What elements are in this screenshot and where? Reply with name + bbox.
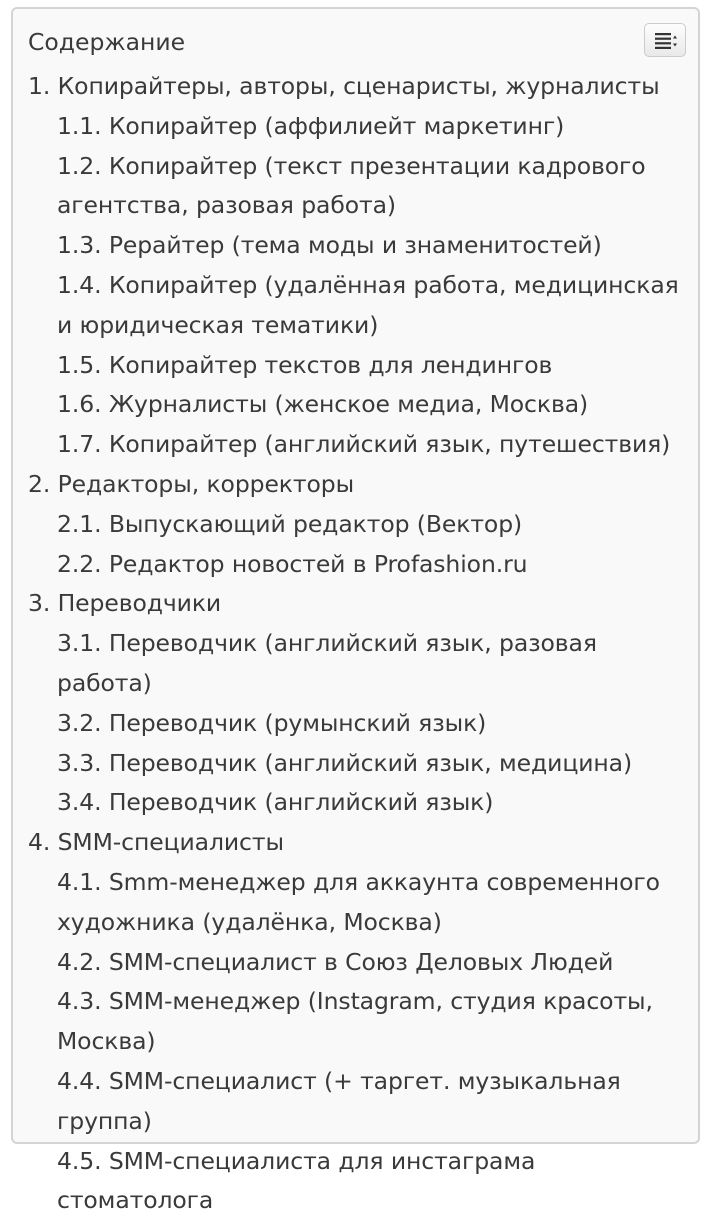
toc-title: Содержание [28,28,186,56]
toc-link-section-3[interactable]: 3. Переводчики [28,589,222,618]
toc-link-4-3[interactable]: 4.3. SMM-менеджер (Instagram, студия красоты, Москва) [57,987,653,1056]
toc-link-1-6[interactable]: 1.6. Журналисты (женское медиа, Москва) [57,390,589,419]
toc-link-1-1[interactable]: 1.1. Копирайтер (аффилиейт маркетинг) [57,111,565,140]
toc-toggle-button[interactable] [644,23,686,57]
toc-section [13,823,698,1221]
toc-section [13,67,698,465]
toc-link-3-1[interactable]: 3.1. Переводчик (английский язык, разовая работа) [57,629,597,697]
table-of-contents [11,7,700,1215]
toc-link-1-2[interactable]: 1.2. Копирайтер (текст презентации кадрового агентства, разовая работа) [57,151,646,220]
toc-link-1-5[interactable]: 1.5. Копирайтер текстов для лендингов [57,350,553,379]
toc-link-1-3[interactable]: 1.3. Рерайтер (тема моды и знаменитостей) [57,231,602,260]
toc-link-section-1[interactable]: 1. Копирайтеры, авторы, сценаристы, журналисты [28,72,660,100]
toc-link-section-4[interactable]: 4. SMM-специалисты [28,828,284,857]
toc-section [13,465,698,584]
toc-link-3-4[interactable]: 3.4. Переводчик (английский язык) [57,788,494,817]
toc-link-4-1[interactable]: 4.1. Smm-менеджер для аккаунта современного художника (удалёнка, Москва) [57,867,660,936]
toc-link-4-2[interactable]: 4.2. SMM-специалист в Союз Деловых Людей [57,947,614,976]
toc-link-4-5[interactable]: 4.5. SMM-специалиста для инстаграма стоматолога [57,1146,536,1215]
toc-link-1-4[interactable]: 1.4. Копирайтер (удалённая работа, медицинская и юридическая тематики) [57,270,679,339]
toc-section [13,584,698,823]
toc-link-section-2[interactable]: 2. Редакторы, корректоры [28,469,355,498]
toc-link-3-2[interactable]: 3.2. Переводчик (румынский язык) [57,708,487,737]
toc-link-4-4[interactable]: 4.4. SMM-специалист (+ таргет. музыкальная группа) [57,1066,621,1135]
toc-link-1-7[interactable]: 1.7. Копирайтер (английский язык, путешествия) [57,430,671,459]
toc-link-3-3[interactable]: 3.3. Переводчик (английский язык, медицина) [57,748,633,777]
toc-link-2-2[interactable]: 2.2. Редактор новостей в Profashion.ru [57,549,528,578]
toc-link-2-1[interactable]: 2.1. Выпускающий редактор (Вектор) [57,509,523,538]
toc-list [13,67,698,1221]
